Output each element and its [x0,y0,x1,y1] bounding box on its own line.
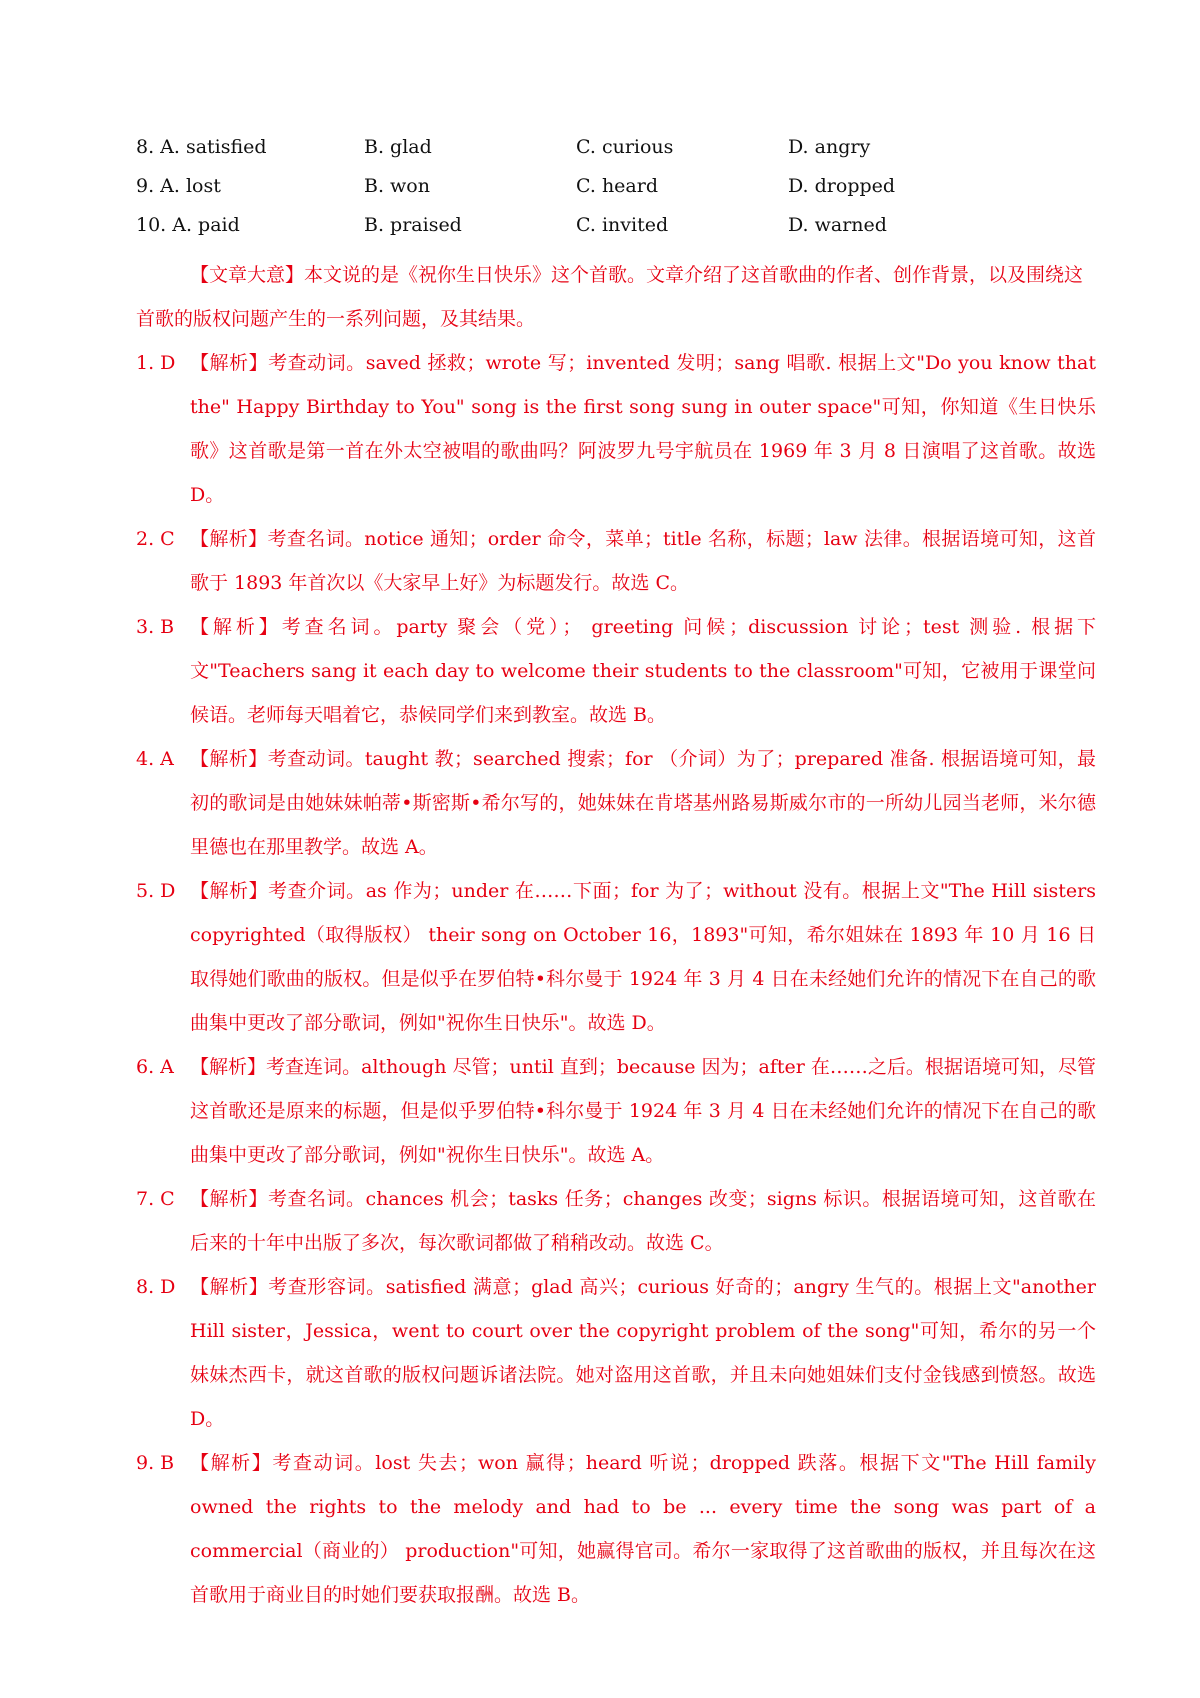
option-a: 9. A. lost [136,175,221,197]
answer-key: 6. A [136,1056,174,1078]
explanation-text: 【解析】考查连词。although 尽管；until 直到；because 因为；after 在……之后。根据语境可知，尽管这首歌还是原来的标题，但是似乎罗伯特•科尔曼于 1924 年 3 月 4 日在未经她们允许的情况下在自己的歌曲集中更改了部分歌词，例如"祝你生日快乐"。故选 A。 [190,1056,1096,1166]
explanation-item [136,869,1096,1045]
explanation-text: 【解析】考查介词。as 作为；under 在……下面；for 为了；without 没有。根据上文"The Hill sisters copyrighted（取得版权） their song on October 16，1893"可知，希尔姐妹在 1893 年 10 月 16 日取得她们歌曲的版权。但是似乎在罗伯特•科尔曼于 1924 年 3 月 4 日在未经她们允许的情况下在自己的歌曲集中更改了部分歌词，例如"祝你生日快乐"。故选 D。 [190,880,1096,1034]
answer-key: 7. C [136,1188,175,1210]
answer-key: 5. D [136,880,176,902]
explanation-item [136,1045,1096,1177]
explanation-item [136,341,1096,517]
option-b: B. glad [364,136,432,158]
option-d: D. dropped [788,175,896,197]
answer-key: 3. B [136,616,175,638]
explanation-item [136,1265,1096,1441]
explanation-item [136,1177,1096,1265]
explanation-text: 【解析】考查名词。notice 通知；order 命令，菜单；title 名称，标题；law 法律。根据语境可知，这首歌于 1893 年首次以《大家早上好》为标题发行。故选 C。 [190,528,1096,594]
option-a: 8. A. satisfied [136,136,267,158]
option-c: C. curious [576,136,674,158]
explanation-text: 【解析】考查形容词。satisfied 满意；glad 高兴；curious 好奇的；angry 生气的。根据上文"another Hill sister，Jessica，went to court over the copyright problem of the song"可知，希尔的另一个妹妹杰西卡，就这首歌的版权问题诉诸法院。她对盗用这首歌，并且未向她姐妹们支付金钱感到愤怒。故选 D。 [190,1276,1096,1430]
answer-key: 1. D [136,352,176,374]
option-d: D. warned [788,214,887,236]
explanation-item [136,517,1096,605]
answer-explanations [136,253,1096,1617]
answer-key: 9. B [136,1452,175,1474]
option-d: D. angry [788,136,871,158]
explanation-text: 【解析】考查动词。taught 教；searched 搜索；for （介词）为了；prepared 准备. 根据语境可知，最初的歌词是由她妹妹帕蒂•斯密斯•希尔写的，她妹妹在肯塔基州路易斯威尔市的一所幼儿园当老师，米尔德里德也在那里教学。故选 A。 [190,748,1096,858]
option-row [136,214,1096,253]
article-summary: 【文章大意】本文说的是《祝你生日快乐》这个首歌。文章介绍了这首歌曲的作者、创作背景，以及围绕这首歌的版权问题产生的一系列问题，及其结果。 [136,264,1084,330]
explanation-text: 【解析】考查动词。lost 失去；won 赢得；heard 听说；dropped 跌落。根据下文"The Hill family owned the rights to the melody and had to be ... every time the song was part of a commercial（商业的） production"可知，她赢得官司。希尔一家取得了这首歌曲的版权，并且每次在这首歌用于商业目的时她们要获取报酬。故选 B。 [190,1452,1096,1606]
option-row [136,136,1096,175]
answer-key: 8. D [136,1276,176,1298]
explanation-text: 【解析】考查名词。chances 机会；tasks 任务；changes 改变；signs 标识。根据语境可知，这首歌在后来的十年中出版了多次，每次歌词都做了稍稍改动。故选 C。 [190,1188,1096,1254]
option-c: C. heard [576,175,658,197]
explanation-item [136,605,1096,737]
explanation-item [136,737,1096,869]
answer-key: 4. A [136,748,174,770]
option-c: C. invited [576,214,669,236]
explanation-item [136,1441,1096,1617]
answer-options [136,136,1096,253]
option-a: 10. A. paid [136,214,240,236]
option-b: B. won [364,175,430,197]
option-row [136,175,1096,214]
explanation-text: 【解析】考查名词。party 聚会（党）； greeting 问候；discussion 讨论；test 测验. 根据下文"Teachers sang it each day to welcome their students to the classroom"可知，它被用于课堂问候语。老师每天唱着它，恭候同学们来到教室。故选 B。 [190,616,1096,726]
option-b: B. praised [364,214,462,236]
answer-key: 2. C [136,528,175,550]
explanation-text: 【解析】考查动词。saved 拯救；wrote 写；invented 发明；sang 唱歌. 根据上文"Do you know that the" Happy Birthday to You" song is the first song sung in outer space"可知，你知道《生日快乐歌》这首歌是第一首在外太空被唱的歌曲吗？阿波罗九号宇航员在 1969 年 3 月 8 日演唱了这首歌。故选 D。 [190,352,1096,506]
